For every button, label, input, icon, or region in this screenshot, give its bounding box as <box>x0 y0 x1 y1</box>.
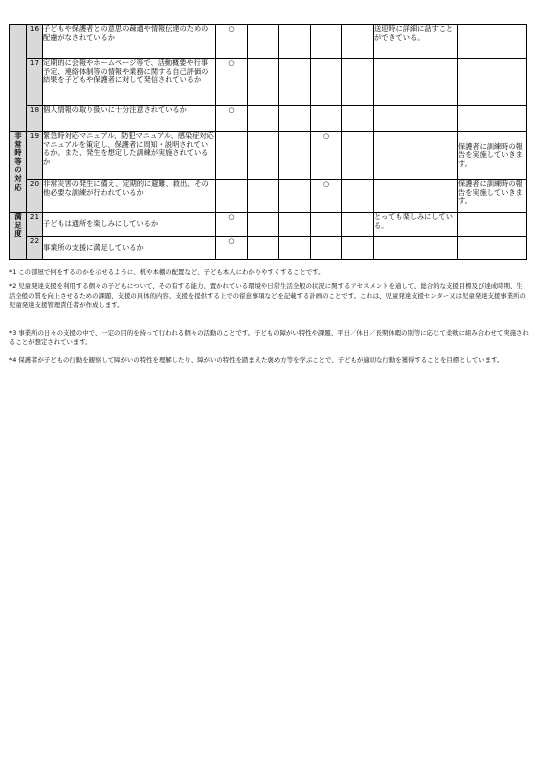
comment-cell <box>374 237 458 260</box>
mark-cell <box>248 59 279 106</box>
mark-cell <box>279 59 311 106</box>
mark-cell <box>248 213 279 237</box>
table-row <box>10 132 527 180</box>
mark-cell <box>311 59 342 106</box>
evaluation-table <box>9 24 527 260</box>
mark-cell <box>248 132 279 180</box>
mark-cell <box>342 132 374 180</box>
mark-cell: ○ <box>216 106 248 132</box>
mark-cell <box>311 213 342 237</box>
category-cell: 満足度 <box>10 213 27 260</box>
category-cell: 非常時等の対応 <box>10 132 27 213</box>
mark-cell <box>279 213 311 237</box>
footnote: *1 この部屋で何をするのかを示せるように、机や本棚の配置など、子ども本人にわかりやすくすることです。 <box>9 268 325 276</box>
comment-cell <box>374 106 458 132</box>
table-row <box>10 25 527 59</box>
mark-cell <box>248 25 279 59</box>
mark-cell: ○ <box>216 237 248 260</box>
item-text: 子どもや保護者との意思の疎通や情報伝達のための配慮がなされているか <box>43 25 216 59</box>
mark-cell <box>279 25 311 59</box>
table-row <box>10 106 527 132</box>
item-text: 個人情報の取り扱いに十分注意されているか <box>43 106 216 132</box>
mark-cell: ○ <box>216 25 248 59</box>
comment-cell <box>374 132 458 180</box>
table-row <box>10 237 527 260</box>
comment-cell: 保護者に訓練時の報告を実施していきます。 <box>458 180 527 213</box>
item-text: 定期的に会報やホームページ等で、活動概要や行事予定、連絡体制等の情報や業務に関する自己評価の結果を子どもや保護者に対して発信されているか <box>43 59 216 106</box>
table-row <box>10 213 527 237</box>
item-text: 非常災害の発生に備え、定期的に避難、救出、その他必要な訓練が行われているか <box>43 180 216 213</box>
mark-cell <box>248 237 279 260</box>
comment-cell <box>374 180 458 213</box>
item-number: 17 <box>27 59 43 106</box>
comment-cell <box>458 237 527 260</box>
mark-cell <box>342 180 374 213</box>
mark-cell <box>279 106 311 132</box>
item-number: 16 <box>27 25 43 59</box>
mark-cell: ○ <box>311 180 342 213</box>
footnotes <box>9 268 529 366</box>
item-text: 緊急時対応マニュアル、防犯マニュアル、感染症対応マニュアルを策定し、保護者に周知・説明されているか。また、発生を想定した訓練が実施されているか <box>43 132 216 180</box>
mark-cell <box>279 132 311 180</box>
mark-cell <box>216 132 248 180</box>
mark-cell <box>311 237 342 260</box>
mark-cell <box>311 25 342 59</box>
footnote: *2 児童発達支援を利用する個々の子どもについて、その有する能力、置かれている環境や日常生活全般の状況に関するアセスメントを通して、総合的な支援目標及び達成時期、生活全般の質を向上させるための課題、支援の具体的内容、支援を提供する上での留意事項などを記載する計画のことです。これは、児童発達支援センター又は児童発達支援事業所の児童発達支援管理責任者が作成します。 <box>9 282 526 310</box>
mark-cell <box>342 213 374 237</box>
item-number: 20 <box>27 180 43 213</box>
comment-cell <box>374 59 458 106</box>
footnote: *3 事業所の日々の支援の中で、一定の目的を持って行われる個々の活動のことです。子どもの障がい特性や課題、平日／休日／長期休暇の別等に応じて柔軟に組み合わせて実施されることが想定されています。 <box>9 328 529 347</box>
mark-cell <box>311 106 342 132</box>
item-text: 子どもは通所を楽しみにしているか <box>43 213 216 237</box>
table-row <box>10 180 527 213</box>
mark-cell: ○ <box>216 213 248 237</box>
mark-cell <box>248 180 279 213</box>
comment-cell <box>458 106 527 132</box>
comment-cell <box>458 213 527 237</box>
mark-cell <box>342 106 374 132</box>
comment-cell <box>458 59 527 106</box>
comment-cell <box>458 25 527 59</box>
mark-cell <box>248 106 279 132</box>
comment-cell: とっても楽しみにしている。 <box>374 213 458 237</box>
mark-cell: ○ <box>216 59 248 106</box>
item-number: 19 <box>27 132 43 180</box>
mark-cell <box>342 25 374 59</box>
mark-cell <box>279 237 311 260</box>
table-row <box>10 59 527 106</box>
item-number: 21 <box>27 213 43 237</box>
comment-cell: 送迎時に詳細に話すことができている。 <box>374 25 458 59</box>
comment-cell: 保護者に訓練時の報告を実施していきます。 <box>458 132 527 180</box>
item-text: 事業所の支援に満足しているか <box>43 237 216 260</box>
mark-cell <box>342 59 374 106</box>
mark-cell <box>279 180 311 213</box>
category-cell <box>10 25 27 132</box>
item-number: 22 <box>27 237 43 260</box>
item-number: 18 <box>27 106 43 132</box>
mark-cell <box>216 180 248 213</box>
mark-cell <box>342 237 374 260</box>
mark-cell: ○ <box>311 132 342 180</box>
footnote: *4 保護者が子どもの行動を観察して障がいの特性を理解したり、障がいの特性を踏まえた褒め方等を学ぶことで、子どもが適切な行動を獲得することを目標としています。 <box>9 356 504 365</box>
